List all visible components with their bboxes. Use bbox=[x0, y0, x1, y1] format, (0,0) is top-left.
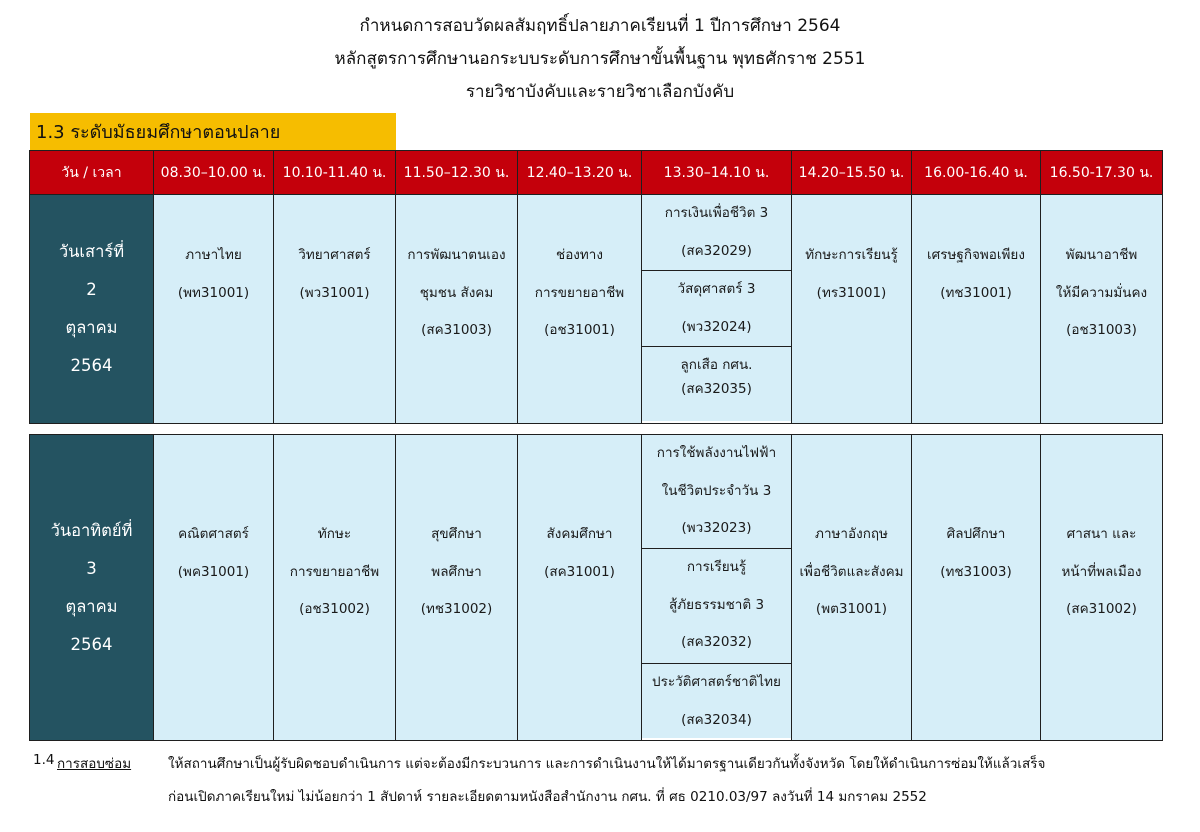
header-slot: 16.50-17.30 น. bbox=[1041, 151, 1163, 195]
header-slot: 12.40–13.20 น. bbox=[518, 151, 642, 195]
subject-cell bbox=[912, 195, 1041, 424]
subject-name: สู้ภัยธรรมชาติ 3 bbox=[668, 596, 765, 613]
subject-sub-cell bbox=[642, 271, 791, 347]
subject-name: ช่องทาง bbox=[556, 247, 603, 263]
subject-name: การพัฒนาตนเอง bbox=[407, 247, 506, 263]
subject-name: เพื่อชีวิตและสังคม bbox=[799, 563, 904, 580]
subject-sub-cell bbox=[642, 549, 791, 664]
day-month: ตุลาคม bbox=[65, 596, 118, 616]
subject-code: (อช31002) bbox=[299, 601, 370, 617]
day-number: 3 bbox=[86, 558, 97, 578]
subject-name: วิทยาศาสตร์ bbox=[298, 247, 371, 263]
subject-name: ภาษาอังกฤษ bbox=[815, 526, 888, 542]
subject-name: การใช้พลังงานไฟฟ้า bbox=[656, 445, 777, 461]
subject-name: ให้มีความมั่นคง bbox=[1055, 284, 1148, 301]
subject-name: พลศึกษา bbox=[431, 563, 482, 580]
subject-code: (ทช31003) bbox=[940, 563, 1012, 580]
note-line-1: ให้สถานศึกษาเป็นผู้รับผิดชอบดำเนินการ แต่จะต้องมีกระบวนการ และการดำเนินงานให้ได้มาตรฐานเดียวกันทั้งจังหวัด โดยให้ดำเนินการซ่อมให้แล้วเสร็จ bbox=[168, 756, 1046, 772]
day-year: 2564 bbox=[70, 634, 113, 654]
subject-stack-cell bbox=[642, 435, 792, 741]
header-day-time: วัน / เวลา bbox=[30, 151, 154, 195]
subject-cell bbox=[154, 195, 274, 424]
subject-code: (พต31001) bbox=[815, 601, 888, 617]
title-line-2: หลักสูตรการศึกษานอกระบบระดับการศึกษาขั้นพื้นฐาน พุทธศักราช 2551 bbox=[334, 49, 866, 69]
subject-cell bbox=[1041, 435, 1163, 741]
sunday-schedule bbox=[29, 434, 1163, 741]
subject-cell bbox=[1041, 195, 1163, 424]
note-line-2: ก่อนเปิดภาคเรียนใหม่ ไม่น้อยกว่า 1 สัปดาห์ รายละเอียดตามหนังสือสำนักงาน กศน. ที่ ศธ 0210.03/97 ลงวันที่ 14 มกราคม 2552 bbox=[168, 789, 927, 805]
header-slot: 14.20–15.50 น. bbox=[792, 151, 912, 195]
subject-code: (สค31002) bbox=[1066, 601, 1137, 617]
header-slot: 10.10-11.40 น. bbox=[274, 151, 396, 195]
subject-code: (สค31001) bbox=[544, 563, 615, 580]
subject-cell bbox=[274, 195, 396, 424]
day-label: วันอาทิตย์ที่ bbox=[50, 520, 133, 540]
day-label: วันเสาร์ที่ bbox=[58, 242, 125, 261]
header-slot: 16.00-16.40 น. bbox=[912, 151, 1041, 195]
subject-code: (อช31003) bbox=[1066, 322, 1137, 338]
subject-name: การเรียนรู้ bbox=[686, 559, 747, 575]
subject-name: การเงินเพื่อชีวิต 3 bbox=[664, 205, 769, 221]
title-line-1: กำหนดการสอบวัดผลสัมฤทธิ์ปลายภาคเรียนที่ 1 ปีการศึกษา 2564 bbox=[359, 16, 841, 36]
day-number: 2 bbox=[86, 280, 97, 299]
subject-code: (สค32032) bbox=[681, 634, 752, 650]
subject-name: ภาษาไทย bbox=[185, 247, 242, 263]
document-titles bbox=[0, 10, 1200, 109]
subject-code: (อช31001) bbox=[544, 322, 615, 338]
subject-stack-cell bbox=[642, 195, 792, 424]
subject-name: คณิตศาสตร์ bbox=[178, 526, 249, 542]
subject-name: เศรษฐกิจพอเพียง bbox=[927, 247, 1025, 263]
subject-cell bbox=[912, 435, 1041, 741]
subject-name: ศาสนา และ bbox=[1066, 526, 1137, 542]
day-cell-saturday bbox=[30, 195, 154, 424]
subject-cell bbox=[518, 195, 642, 424]
subject-name: ศิลปศึกษา bbox=[946, 526, 1006, 542]
subject-name: ลูกเสือ กศน. bbox=[680, 357, 753, 373]
subject-name: วัสดุศาสตร์ 3 bbox=[677, 281, 756, 297]
subject-code: (ทร31001) bbox=[816, 284, 887, 301]
subject-name: หน้าที่พลเมือง bbox=[1061, 563, 1142, 580]
subject-sub-cell bbox=[642, 664, 791, 738]
subject-name: ประวัติศาสตร์ชาติไทย bbox=[652, 674, 781, 690]
day-cell-sunday bbox=[30, 435, 154, 741]
subject-sub-cell bbox=[642, 347, 791, 421]
subject-sub-cell bbox=[642, 435, 791, 549]
subject-code: (ทช31002) bbox=[420, 601, 493, 617]
subject-code: (พว32023) bbox=[681, 520, 752, 536]
subject-cell bbox=[396, 435, 518, 741]
subject-cell bbox=[274, 435, 396, 741]
note-number: 1.4 bbox=[33, 752, 55, 768]
section-label: 1.3 ระดับมัธยมศึกษาตอนปลาย bbox=[30, 113, 396, 151]
subject-code: (พว31001) bbox=[299, 284, 370, 301]
subject-code: (สค32034) bbox=[681, 711, 752, 728]
subject-name: ในชีวิตประจำวัน 3 bbox=[661, 482, 772, 499]
subject-name: ทักษะ bbox=[317, 526, 352, 542]
subject-name: การขยายอาชีพ bbox=[534, 284, 625, 301]
subject-name: สุขศึกษา bbox=[431, 526, 482, 542]
subject-cell bbox=[396, 195, 518, 424]
subject-cell bbox=[154, 435, 274, 741]
subject-sub-cell bbox=[642, 195, 791, 271]
note-label: การสอบซ่อม bbox=[57, 756, 132, 772]
header-slot: 08.30–10.00 น. bbox=[154, 151, 274, 195]
day-year: 2564 bbox=[70, 356, 113, 375]
subject-cell bbox=[518, 435, 642, 741]
subject-code: (พท31001) bbox=[177, 284, 250, 301]
subject-name: ชุมชน สังคม bbox=[419, 284, 494, 301]
subject-cell bbox=[792, 195, 912, 424]
subject-name: สังคมศึกษา bbox=[546, 526, 613, 542]
saturday-schedule bbox=[29, 194, 1163, 424]
header-slot: 11.50–12.30 น. bbox=[396, 151, 518, 195]
day-month: ตุลาคม bbox=[65, 318, 118, 337]
subject-code: (สค31003) bbox=[421, 322, 492, 338]
subject-code: (สค32035) bbox=[681, 381, 752, 397]
subject-name: ทักษะการเรียนรู้ bbox=[805, 247, 898, 263]
schedule-header bbox=[29, 150, 1163, 195]
subject-name: การขยายอาชีพ bbox=[289, 563, 380, 580]
subject-name: พัฒนาอาชีพ bbox=[1065, 247, 1138, 263]
title-line-3: รายวิชาบังคับและรายวิชาเลือกบังคับ bbox=[465, 82, 735, 102]
subject-code: (ทช31001) bbox=[940, 284, 1012, 301]
header-slot: 13.30–14.10 น. bbox=[642, 151, 792, 195]
subject-code: (พค31001) bbox=[177, 563, 250, 580]
subject-code: (พว32024) bbox=[681, 318, 752, 335]
subject-cell bbox=[792, 435, 912, 741]
subject-code: (สค32029) bbox=[681, 242, 752, 259]
